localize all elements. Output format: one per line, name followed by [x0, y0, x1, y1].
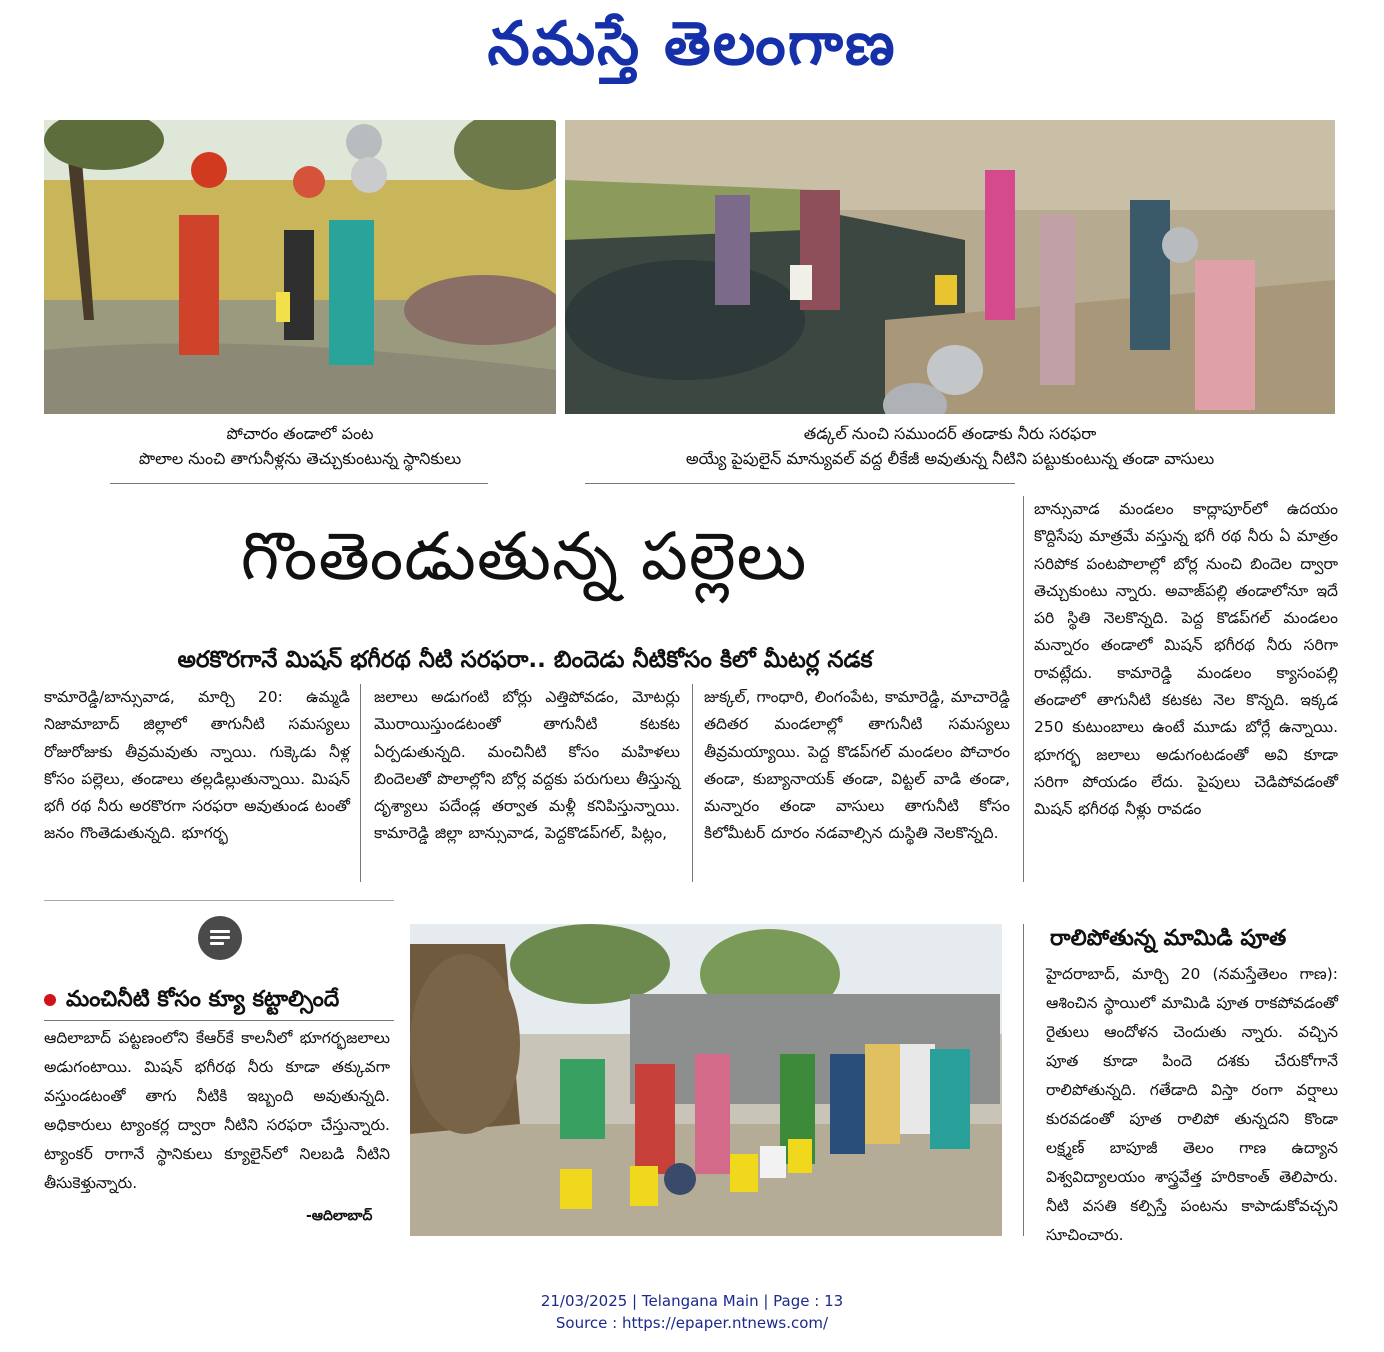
- main-deck: అరకొరగానే మిషన్ భగీరథ నీటి సరఫరా.. బిందెడు నీటికోసం కిలో మీటర్ల నడక: [177, 647, 873, 673]
- caption-right-line1: తడ్కల్ నుంచి సముందర్ తండాకు నీరు సరఫరా: [803, 424, 1097, 443]
- menu-icon-line: [210, 930, 230, 933]
- side-story-rule: [44, 1020, 394, 1021]
- masthead-logo: నమస్తే తెలంగాణ: [487, 9, 897, 79]
- menu-button[interactable]: [198, 916, 242, 960]
- article-column-3: జుక్కల్, గాంధారి, లింగంపేట, కామారెడ్డి, మాచారెడ్డి తదితర మండలాల్లో తాగునీటి సమస్యలు తీవ్రమయ్యాయి. పెద్ద కొడప్‌గల్ మండలం పోచారం తండా, కుబ్యానాయక్ తండా, విట్టల్ వాడి తండా, మన్నారం తండా వాసులు తాగునీటి కోసం కిలోమీటర్ దూరం నడవాల్సిన దుస్థితి నెలకొన్నది.: [704, 688, 1010, 843]
- column-rule-2: [692, 684, 693, 882]
- mango-rule: [1023, 924, 1024, 1236]
- photo-tadkal-pipeline: [565, 120, 1335, 414]
- mango-headline: రాలిపోతున్న మామిడి పూత: [1050, 926, 1287, 951]
- menu-icon-line: [210, 942, 224, 945]
- side-story-credit: -ఆదిలాబాద్: [306, 1208, 373, 1224]
- photo-caption-left: [44, 421, 556, 471]
- article-column-1: కామారెడ్డి/బాన్సువాడ, మార్చి 20: ఉమ్మడి నిజామాబాద్ జిల్లాలో తాగునీటి సమస్యలు రోజురోజుకు తీవ్రమవుతు న్నాయి. గుక్కెడు నీళ్ల కోసం పల్లెలు, తండాలు తల్లడిల్లుతున్నాయి. మిషన్ భగీ రథ నీరు అరకొరగా సరఫరా అవుతుండ టంతో జనం గొంతెడుతున్నది. భూగర్భ: [44, 688, 350, 843]
- article-column-4: బాన్సువాడ మండలం కాద్లాపూర్‌లో ఉదయం కొద్దిసేపు మాత్రమే వస్తున్న భగీ రథ నీరు ఏ మాత్రం సరిపోక పంటపొలాల్లో బోర్ల నుంచి బిందెల ద్వారా తెచ్చుకుంటు న్నారు. అవాజ్‌పల్లి తండాలోనూ ఇదే పరి స్థితి నెలకొన్నది. పెద్ద కొడప్‌గల్ మండలం మన్నారం తండాలో మిషన్ భగీరథ నీరు సరిగా రావట్లేదు. కామారెడ్డి మండలం క్యాసంపల్లి తండాలో తాగునీటి కటకట నెల కొన్నది. ఇక్కడ 250 కుటుంబాలు ఉంటే మూడు బోర్లే ఉన్నాయి. భూగర్భ జలాలు అడుగంటడంతో అవి కూడా సరిగా పోయడం లేదు. పైపులు చెడిపోవడంతో మిషన్ భగీరథ నీళ్లు రావడం: [1034, 500, 1338, 819]
- side-story-headline: మంచినీటి కోసం క్యూ కట్టాల్సిందే: [66, 987, 340, 1012]
- caption-right-rule: [585, 483, 1015, 484]
- lower-section-rule: [44, 900, 394, 901]
- article-column-2: జలాలు అడుగంటి బోర్లు ఎత్తిపోవడం, మోటర్లు మొరాయిస్తుండటంతో తాగునీటి కటకట ఏర్పడుతున్నది. మంచినీటి కోసం మహిళలు బిందెలతో పొలాల్లోని బోర్ల వద్దకు పరుగులు తీస్తున్న దృశ్యాలు పదేండ్ల తర్వాత మళ్లీ కనిపిస్తున్నాయి. కామారెడ్డి జిల్లా బాన్సువాడ, పెద్దకొడప్‌గల్, పిట్లం,: [374, 688, 680, 843]
- footer-date-page: 21/03/2025 | Telangana Main | Page : 13: [540, 1292, 844, 1310]
- side-story-body: ఆదిలాబాద్ పట్టణంలోని కేఆర్‌కే కాలనీలో భూగర్భజలాలు అడుగంటాయి. మిషన్ భగీరథ నీరు కూడా తక్కువగా వస్తుండటంతో తాగు నీటికి ఇబ్బంది అవుతున్నది. అధికారులు ట్యాంకర్ల ద్వారా నీటిని సరఫరా చేస్తున్నారు. ట్యాంకర్ రాగానే స్థానికులు క్యూలైన్‌లో నిలబడి నీటిని తీసుకెళ్తున్నారు.: [44, 1029, 390, 1192]
- photo-pocharam-women: [44, 120, 556, 414]
- caption-left-rule: [110, 483, 488, 484]
- caption-left-line1: పోచారం తండాలో పంట: [226, 424, 374, 443]
- bullet-dot-icon: [44, 994, 56, 1006]
- main-headline: గొంతెండుతున్న పల్లెలు: [240, 518, 808, 595]
- menu-icon-line: [210, 936, 230, 939]
- column-rule-3: [1023, 496, 1024, 882]
- photo-caption-right: [565, 421, 1335, 471]
- mango-body: హైదరాబాద్, మార్చి 20 (నమస్తేతెలం గాణ): ఆశించిన స్థాయిలో మామిడి పూత రాకపోవడంతో రైతులు ఆందోళన చెందుతు న్నారు. వచ్చిన పూత కూడా పిందె దశకు చేరుకోగానే రాలిపోతున్నది. గతేడాది విస్తా రంగా వర్షాలు కురవడంతో పూత రాలిపో తున్నదని కొండా లక్ష్మణ్ బాపూజీ తెలం గాణ ఉద్యాన విశ్వవిద్యాలయం శాస్త్రవేత్త హరికాంత్ తెలిపారు. నీటి వసతి కల్పిస్తే పంటను కాపాడుకోవచ్చని సూచించారు.: [1046, 965, 1338, 1244]
- caption-right-line2: అయ్యే పైపులైన్ మాన్యువల్ వద్ద లీకేజీ అవుతున్న నీటిని పట్టుకుంటున్న తండా వాసులు: [685, 449, 1215, 468]
- caption-left-line2: పొలాల నుంచి తాగునీళ్లను తెచ్చుకుంటున్న స్థానికులు: [138, 449, 462, 468]
- column-rule-1: [360, 684, 361, 882]
- footer: [0, 1290, 1384, 1334]
- footer-source[interactable]: Source : https://epaper.ntnews.com/: [555, 1314, 829, 1332]
- photo-tanker-queue: [410, 924, 1002, 1236]
